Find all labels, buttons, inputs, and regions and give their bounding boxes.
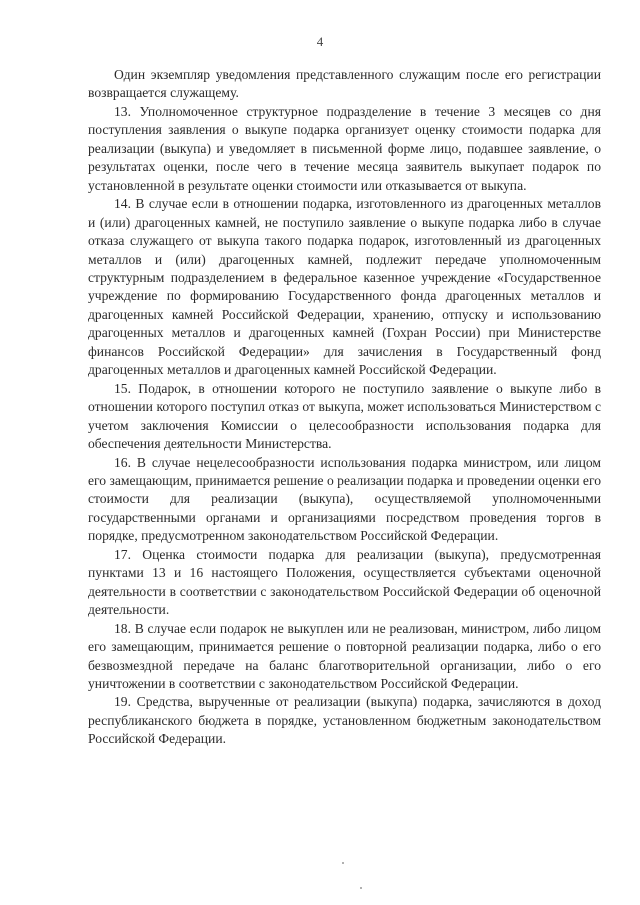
paragraph-17: 17. Оценка стоимости подарка для реализации (выкупа), предусмотренная пунктами 13 и 16 настоящего Положения, осуществляется субъектами оценочной деятельности в соответствии с законодательством Российской Федерации об оценочной деятельности. bbox=[88, 546, 601, 618]
paragraph-18: 18. В случае если подарок не выкуплен или не реализован, министром, либо лицом его замещающим, принимается решение о повторной реализации подарка, либо о его безвозмездной передаче на баланс благотворительной организации, либо о его уничтожении в соответствии с законодательством Российской Федерации. bbox=[88, 620, 601, 691]
page-number: 4 bbox=[316, 34, 324, 49]
document-body bbox=[88, 66, 601, 749]
paragraph-16: 16. В случае нецелесообразности использования подарка министром, или лицом его замещающим, принимается решение о реализации подарка и проведении оценки его стоимости для реализации (выкупа), осуществляемой уполномоченными государственными органами и организациями посредством проведения торгов в порядке, предусмотренном законодательством Российской Федерации. bbox=[88, 454, 601, 544]
paragraph-15: 15. Подарок, в отношении которого не поступило заявление о выкупе либо в отношении которого поступил отказ от выкупа, может использоваться Министерством с учетом заключения Комиссии о целесообразности использования подарка для обеспечения деятельности Министерства. bbox=[88, 380, 601, 452]
paragraph-19: 19. Средства, вырученные от реализации (выкупа) подарка, зачисляются в доход республиканского бюджета в порядке, установленном бюджетным законодательством Российской Федерации. bbox=[88, 694, 601, 747]
paragraph-13: 13. Уполномоченное структурное подразделение в течение 3 месяцев со дня поступления заявления о выкупе подарка организует оценку стоимости подарка для реализации (выкупа) и уведомляет в письменной форме лицо, подавшее заявление, о результатах оценки, после чего в течение месяца заявитель выкупает подарок по установленной в результате оценки стоимости или отказывается от выкупа. bbox=[88, 103, 601, 193]
scan-speck bbox=[360, 887, 362, 889]
scan-speck bbox=[342, 862, 344, 864]
paragraph-14: 14. В случае если в отношении подарка, изготовленного из драгоценных металлов и (или) драгоценных камней, не поступило заявление о выкупе подарка либо в случае отказа служащего от выкупа такого подарка подарок, изготовленный из драгоценных металлов и (или) драгоценных камней, подлежит передаче уполномоченным структурным подразделением в федеральное казенное учреждение «Государственное учреждение по формированию Государственного фонда драгоценных металлов и драгоценных камней Российской Федерации, хранению, отпуску и использованию драгоценных металлов и драгоценных камней (Гохран России) при Министерстве финансов Российской Федерации» для зачисления в Государственный фонд драгоценных металлов и драгоценных камней Российской Федерации. bbox=[88, 196, 601, 378]
paragraph-notification-return: Один экземпляр уведомления представленного служащим после его регистрации возвращается служащему. bbox=[88, 67, 601, 101]
